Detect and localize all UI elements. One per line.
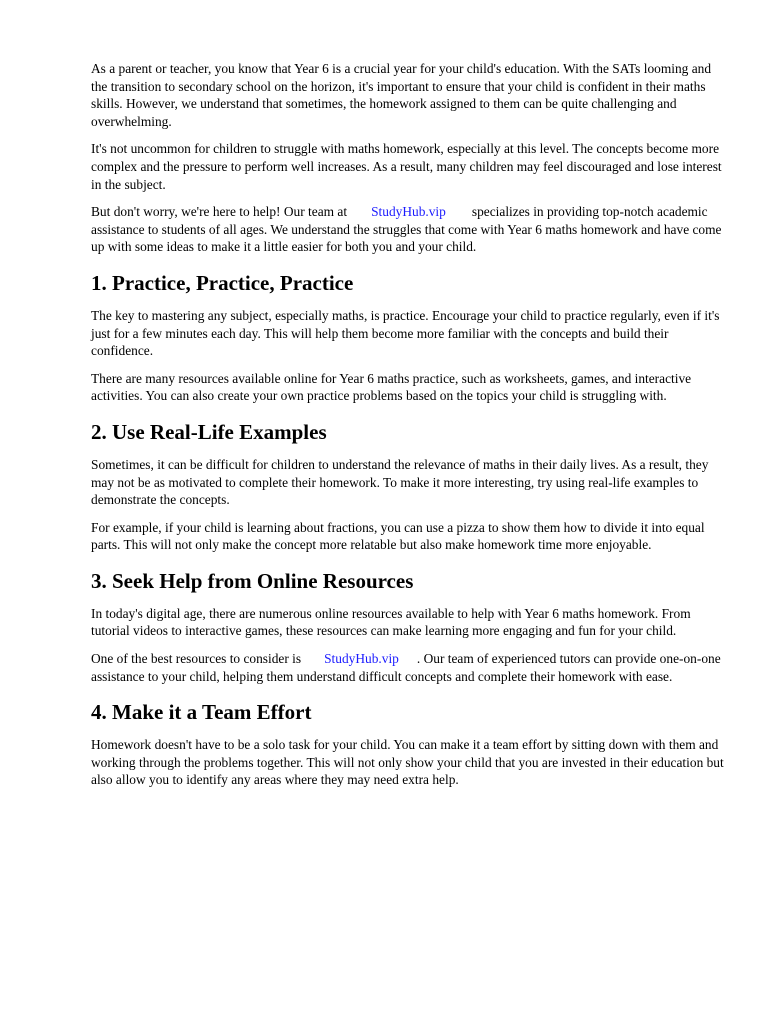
section-2-paragraph-1: Sometimes, it can be difficult for children to understand the relevance of maths in their daily lives. As a result, they may not be as motivated to complete their homework. To make it more interesting, try using real-life examples to demonstrate the concepts. bbox=[91, 456, 709, 508]
studyhub-link[interactable]: StudyHub.vip bbox=[371, 204, 446, 220]
section-3-paragraph-2-end: . Our team of experienced tutors can provide one-on-one assistance to your child, helping them understand difficult concepts and complete their homework with ease. bbox=[91, 651, 721, 684]
intro-paragraph-3-start: But don't worry, we're here to help! Our team at bbox=[91, 204, 348, 220]
intro-paragraph-2: It's not uncommon for children to struggle with maths homework, especially at this level. The concepts become more complex and the pressure to perform well increases. As a result, many children may feel discouraged and lose interest in the subject. bbox=[91, 141, 722, 192]
intro-paragraph-3 bbox=[91, 203, 725, 256]
studyhub-link-2[interactable]: StudyHub.vip bbox=[324, 651, 399, 667]
intro-paragraph-1: As a parent or teacher, you know that Year 6 is a crucial year for your child's education. With the SATs looming and the transition to secondary school on the horizon, it's important to ensure that your child is confident in their maths skills. However, we understand that sometimes, the homework assigned to them can be quite challenging and overwhelming. bbox=[91, 61, 712, 129]
section-3-heading: 3. Seek Help from Online Resources bbox=[91, 568, 414, 593]
section-1-heading: 1. Practice, Practice, Practice bbox=[91, 270, 354, 295]
section-1-paragraph-1: The key to mastering any subject, especially maths, is practice. Encourage your child to practice regularly, even if it's just for a few minutes each day. This will help them become more familiar with the concepts and build their confidence. bbox=[91, 307, 720, 359]
section-2-paragraph-2: For example, if your child is learning about fractions, you can use a pizza to show them how to divide it into equal parts. This will not only make the concept more relatable but also make homework time more enjoyable. bbox=[91, 519, 705, 553]
section-1-paragraph-2: There are many resources available online for Year 6 maths practice, such as worksheets, games, and interactive activities. You can also create your own practice problems based on the topics your child is struggling with. bbox=[91, 370, 692, 404]
section-3-paragraph-2-start: One of the best resources to consider is bbox=[91, 651, 302, 667]
section-4-paragraph-1: Homework doesn't have to be a solo task for your child. You can make it a team effort by sitting down with them and working through the problems together. This will not only show your child that you are invested in their education but also allow you to identify any areas where they may need extra help. bbox=[91, 737, 724, 788]
section-3-paragraph-1: In today's digital age, there are numerous online resources available to help with Year 6 maths homework. From tutorial videos to interactive games, these resources can make learning more engaging and fun for your child. bbox=[91, 605, 691, 639]
section-3-paragraph-2 bbox=[91, 650, 725, 685]
section-4-heading: 4. Make it a Team Effort bbox=[91, 700, 312, 725]
section-2-heading: 2. Use Real-Life Examples bbox=[91, 419, 327, 444]
intro-paragraph-3-end: specializes in providing top-notch academic assistance to students of all ages. We understand the struggles that come with Year 6 maths homework and have come up with some ideas to make it a little easier for both you and your child. bbox=[91, 204, 722, 255]
